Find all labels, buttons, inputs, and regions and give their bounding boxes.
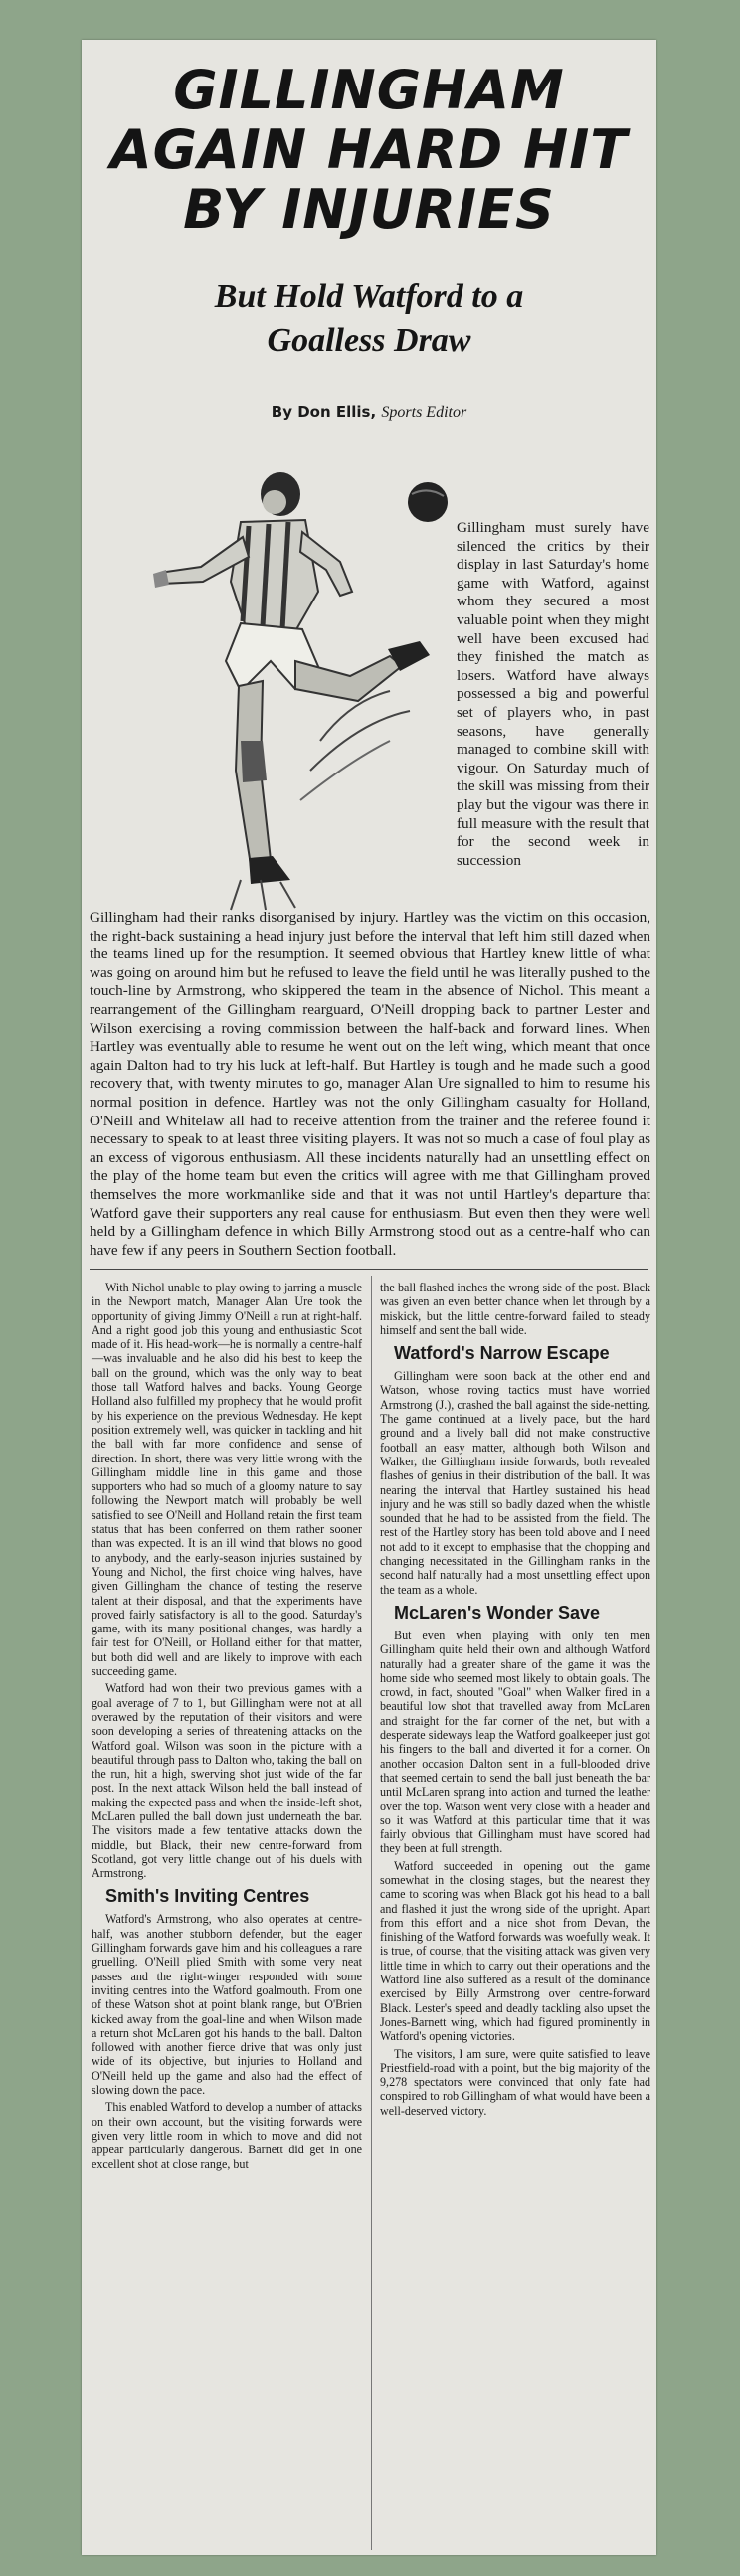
right-paragraph-3: But even when playing with only ten men Gillingham quite held their own and although Watford naturally had a greater share of the game it was the home side who seemed most likely to obtain goals. The crowd, in fact, shouted "Goal" when Walker fired in a beautiful low shot that travelled away from McLaren and straight for the far corner of the net, but with a desperate sideways leap the Watford goalkeeper just got his fingers to the ball and diverted it for a corner. On another occasion Dalton sent in a full-blooded drive that seemed certain to send the ball just beneath the bar until McLaren sprang into action and turned the leather over the top. Watson went very close with a header and so it was Watford at this particular time that it was fairly obvious that Gillingham must have scored had they been at full strength. — [380, 1628, 650, 1856]
left-paragraph-2: Watford had won their two previous games with a goal average of 7 to 1, but Gillingham were not at all overawed by the reputation of their visitors and were soon developing a series of threatening attacks on the Watford goal. Wilson was soon in the picture with a beautiful through pass to Dalton who, taking the ball on the run, hit a high, swerving shot just wide of the far post. In the next attack Wilson held the ball instead of making the expected pass and when the inside-left shot, McLaren pulled the ball down just underneath the bar. The visitors made a few tentative attacks down the middle, but Black, their new centre-forward from Scotland, got very little change out of his duels with Armstrong. — [92, 1681, 362, 1881]
subheadline-line-1: But Hold Watford to a — [214, 278, 524, 315]
byline-role: Sports Editor — [381, 404, 467, 421]
left-paragraph-3: Watford's Armstrong, who also operates at centre-half, was another stubborn defender, but the eager Gillingham forwards gave him and his colleagues a rare gruelling. O'Neill plied Smith with some very neat passes and the right-winger responded with some inviting centres into the Watford goalmouth. From one of these Watson shot at point blank range, but O'Brien kicked away from the goal-line and when Wilson made a return shot McLaren got his hands to the ball. Dalton followed with another fierce drive that was only just wide of its objective, but injuries to Holland and O'Neill held up the game and also had the effect of slowing down the pace. — [92, 1912, 362, 2098]
subheadline-line-2: Goalless Draw — [267, 322, 471, 359]
newspaper-clipping — [82, 40, 656, 2555]
left-paragraph-1: With Nichol unable to play owing to jarring a muscle in the Newport match, Manager Alan Ure took the opportunity of giving Jimmy O'Neill a run at right-half. And a right good job this young and enthusiastic Scot made of it. His head-work—he is normally a centre-half—was invaluable and he also did his best to keep the ball on the ground, which was the only way to beat those tall Watford halves and backs. Young George Holland also fulfilled my prophecy that he would profit by his experience on the previous Wednesday. He kept position extremely well, was quicker in tackling and hit the ball with far more confidence and sense of direction. In short, there was very little wrong with the Gillingham middle line in this game and those supporters who had so much of a gloomy nature to say following the Newport match will probably be well satisfied to see O'Neill and Holland retain the first team status that has been conferred on them rather sooner than was expected. It is an ill wind that blows no good to anybody, and the early-season injuries sustained by Young and Nichol, the first choice wing halves, have given Gillingham the chance of testing the reserve talent at their disposal, and that the experiments have proved fairly satisfactory is all to the good. Saturday's game, with its many positional changes, was hardly a fair test for O'Neill, or Holland either for that matter, but both did well and are likely to improve with each succeeding game. — [92, 1281, 362, 1679]
crosshead-mclarens-wonder-save: McLaren's Wonder Save — [394, 1602, 601, 1623]
right-paragraph-2: Gillingham were soon back at the other end and Watson, whose roving tactics must have worried Armstrong (J.), crashed the ball against the side-netting. The game continued at a lively pace, but the hard ground and a lively ball did not make constructive football an easy matter, although both Wilson and Walker, the Gillingham inside forwards, both revealed flashes of genius in their distribution of the ball. It was nearing the interval that Hartley sustained his head injury and he was still so badly dazed when the whistle sounded that he had to be assisted from the field. The rest of the Hartley story has been told above and I need not add to it except to emphasise that the chopping and changing necessitated in the Gillingham ranks in the second half naturally had a most unsettling effect upon the team as a whole. — [380, 1369, 650, 1597]
footballer-kicking-illustration — [92, 442, 450, 920]
crosshead-watfords-narrow-escape: Watford's Narrow Escape — [394, 1343, 610, 1364]
right-column — [380, 1281, 650, 2121]
left-paragraph-4: This enabled Watford to develop a number of attacks on their own account, but the visiting forwards were given very little room in which to move and did not appear particularly dangerous. Barnett did get in one excellent shot at close range, but — [92, 2100, 362, 2171]
lead-paragraph: Gillingham had their ranks disorganised by injury. Hartley was the victim on this occasion, the right-back sustaining a head injury just before the interval that left him still dazed when the teams lined up for the resumption. It seemed obvious that Hartley knew little of what was going on around him but he refused to leave the field until he was literally pushed to the touch-line by Armstrong, who skippered the team in the absence of Nichol. This meant a rearrangement of the Gillingham rearguard, O'Neill dropping back to partner Lester and Wilson exercising a roving commission between the half-back and forward lines. When Hartley was eventually able to resume he went out on the left wing, which meant that once again Dalton had to try his luck at left-half. But Hartley is tough and he made such a good recovery that, with twenty minutes to go, manager Alan Ure signalled to him to resume his normal position in defence. Hartley was not the only Gillingham casualty for Holland, O'Neill and Whitelaw all had to receive attention from the trainer and the referee found it necessary to speak to at least three visiting players. It was not so much a case of foul play as an excess of vigorous enthusiasm. All these incidents naturally had an unsettling effect on the play of the home team but even the critics will agree with me that Gillingham proved themselves the more workmanlike side and that it was not until Hartley's departure that Watford gave their supporters any real cause for enthusiasm. But even then they were well held by a Gillingham defence in which Billy Armstrong stood out as a centre-half who can have few if any peers in Southern Section football. — [90, 909, 650, 1259]
crosshead-smiths-inviting-centres: Smith's Inviting Centres — [105, 1886, 310, 1907]
headline-line-1: GILLINGHAM — [173, 59, 565, 121]
intro-paragraph: Gillingham must surely have silenced the critics by their display in last Saturday's home game with Watford, against whom they secured a most valuable point when they might well have been excused had they finished the match as losers. Watford have always possessed a big and powerful set of players who, in past seasons, have generally managed to combine skill with vigour. On Saturday much of the skill was missing from their play but the vigour was there in full measure with the result that for the second week in succession — [457, 519, 649, 869]
column-divider — [371, 1276, 372, 2550]
byline — [82, 403, 656, 422]
right-paragraph-5: The visitors, I am sure, were quite satisfied to leave Priestfield-road with a point, but the big majority of the 9,278 spectators were convinced that only fate had conspired to rob Gillingham of what would have been a well-deserved victory. — [380, 2046, 650, 2118]
byline-author: By Don Ellis, — [271, 403, 377, 421]
headline-line-3: BY INJURIES — [183, 178, 555, 241]
headline-line-2: AGAIN HARD HIT — [109, 118, 629, 181]
right-paragraph-4: Watford succeeded in opening out the game somewhat in the closing stages, but the nearest they came to scoring was when Black got his head to a ball and flashed it just the wrong side of the upright. Apart from this effort and a nice shot from Devan, the finishing of the Watford forwards was woefully weak. It is true, of course, that the visiting attack was given very little time in which to carry out their operations and the Watford line also suffered as a result of the dominance exercised by Billy Armstrong over centre-forward Black. Lester's speed and deadly tackling also upset the Jones-Barnett wing, which had figured prominently in Watford's opening victories. — [380, 1858, 650, 2044]
left-column — [92, 1281, 362, 2174]
section-divider — [90, 1269, 648, 1270]
right-paragraph-1: the ball flashed inches the wrong side of the post. Black was given an even better chance when let through by a miskick, but the little centre-forward failed to steady himself and sent the ball wide. — [380, 1281, 650, 1337]
